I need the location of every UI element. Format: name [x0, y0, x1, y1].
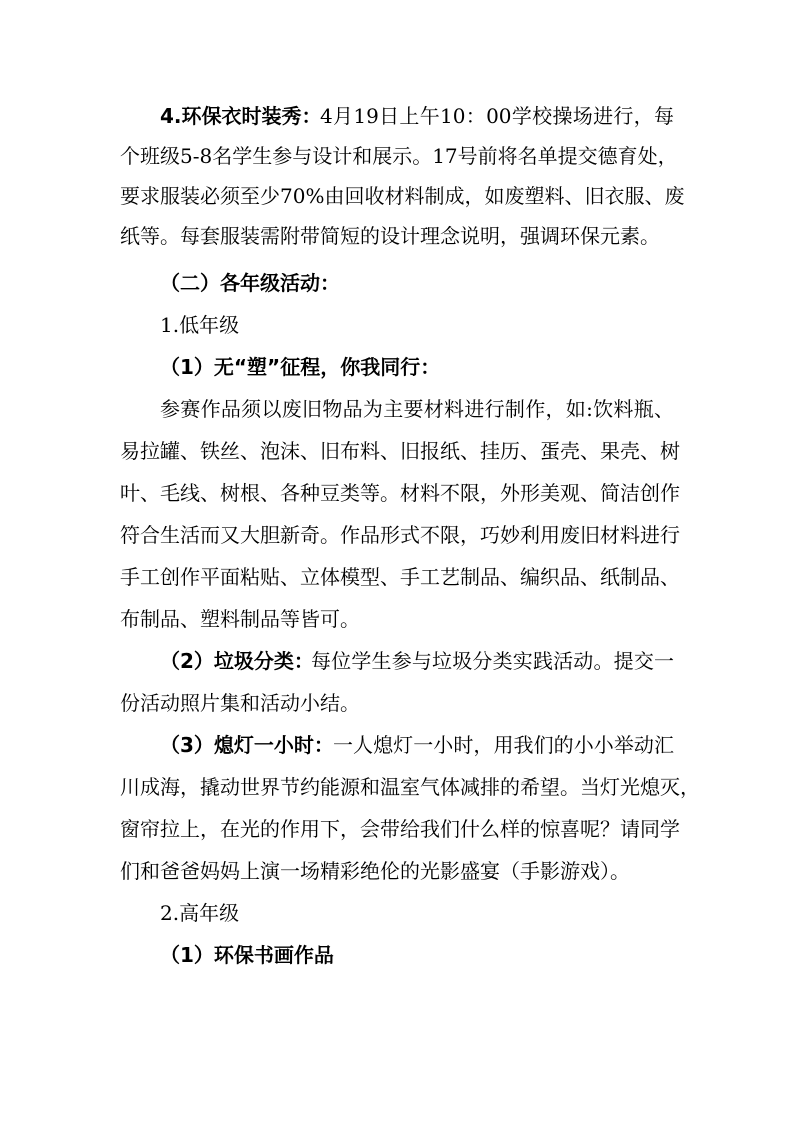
section-heading: （二）各年级活动：: [160, 271, 340, 295]
paragraph-garbage-sorting-line-1: [0, 641, 793, 681]
paragraph-no-plastic-line-4: [0, 515, 793, 555]
paragraph-fashion-show-line-1: [0, 96, 793, 136]
item-title: （3）熄灯一小时：: [160, 733, 334, 757]
paragraph-no-plastic-line-1: [0, 389, 793, 429]
text-line: 个班级5-8名学生参与设计和展示。17号前将名单提交德育处，: [120, 144, 678, 168]
text-line: 符合生活而又大胆新奇。作品形式不限，巧妙利用废旧材料进行: [120, 523, 680, 547]
item-title: （2）垃圾分类：: [160, 649, 314, 673]
fashion-show-text: 4月19日上午10：00学校操场进行，每: [320, 104, 674, 128]
text-line: 参赛作品须以废旧物品为主要材料进行制作，如:饮料瓶、: [160, 397, 674, 421]
paragraph-no-plastic-line-5: [0, 557, 793, 597]
text-line: 布制品、塑料制品等皆可。: [120, 607, 360, 631]
paragraph-no-plastic-line-2: [0, 431, 793, 471]
item-title: （1）环保书画作品: [160, 943, 334, 967]
paragraph-fashion-show-line-4: [0, 216, 793, 256]
paragraph-garbage-sorting-line-2: [0, 683, 793, 723]
text-line: 纸等。每套服装需附带简短的设计理念说明，强调环保元素。: [120, 224, 660, 248]
fashion-show-heading: 4.环保衣时装秀：: [160, 104, 322, 128]
subsection-heading: 1.低年级: [160, 313, 240, 337]
text-line: 手工创作平面粘贴、立体模型、手工艺制品、编织品、纸制品、: [120, 565, 680, 589]
heading-low-grade: [0, 305, 793, 345]
paragraph-no-plastic-line-6: [0, 599, 793, 639]
text-line: 易拉罐、铁丝、泡沫、旧布料、旧报纸、挂历、蛋壳、果壳、树: [120, 439, 680, 463]
text-line: 要求服装必须至少70%由回收材料制成，如废塑料、旧衣服、废: [120, 184, 685, 208]
paragraph-lights-off-line-1: [0, 725, 793, 765]
text-line: 川成海，撬动世界节约能源和温室气体减排的希望。当灯光熄灭，: [120, 775, 700, 799]
text-line: 份活动照片集和活动小结。: [120, 691, 360, 715]
heading-high-grade: [0, 893, 793, 933]
item-title: （1）无“塑”征程，你我同行：: [160, 355, 441, 379]
paragraph-no-plastic-line-3: [0, 473, 793, 513]
paragraph-fashion-show-line-3: [0, 176, 793, 216]
paragraph-lights-off-line-4: [0, 851, 793, 891]
item-calligraphy-painting: [0, 935, 793, 975]
text-line: 叶、毛线、树根、各种豆类等。材料不限，外形美观、简洁创作: [120, 481, 680, 505]
paragraph-lights-off-line-3: [0, 809, 793, 849]
paragraph-lights-off-line-2: [0, 767, 793, 807]
text-line: 一人熄灯一小时，用我们的小小举动汇: [333, 733, 674, 757]
item-no-plastic-title: [0, 347, 793, 387]
section-heading-grade-activities: [0, 263, 793, 303]
paragraph-fashion-show-line-2: [0, 136, 793, 176]
text-line: 们和爸爸妈妈上演一场精彩绝伦的光影盛宴（手影游戏）。: [120, 859, 630, 883]
subsection-heading: 2.高年级: [160, 901, 240, 925]
text-line: 窗帘拉上，在光的作用下，会带给我们什么样的惊喜呢？请同学: [120, 817, 680, 841]
text-line: 每位学生参与垃圾分类实践活动。提交一: [311, 649, 674, 673]
